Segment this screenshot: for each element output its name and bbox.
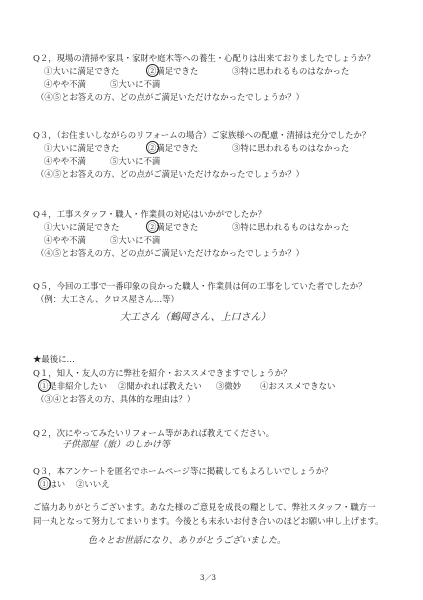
- handwritten-message: 色々とお世話になり、ありがとうございました。: [88, 536, 287, 546]
- q2-option-4[interactable]: ④やや不満: [44, 79, 86, 89]
- q3-option-2[interactable]: ②満足できた: [148, 143, 199, 153]
- page-number: 3／3: [200, 574, 216, 582]
- final-heading: ★最後に…: [33, 354, 75, 364]
- final-q1-title: Q１，知人・友人の方に弊社を紹介・おススメできますでしょうか？: [33, 368, 292, 378]
- q3-option-1[interactable]: ①大いに満足できた: [44, 143, 120, 153]
- q4-option-5[interactable]: ⑤大いに不満: [110, 235, 161, 245]
- q2-options-row1: [44, 67, 423, 77]
- q2-option-5[interactable]: ⑤大いに不満: [110, 79, 161, 89]
- q2-selected-circle: [146, 64, 159, 77]
- q4-title: Q４，工事スタッフ・職人・作業員の対応はいかがでしたか？: [33, 209, 266, 219]
- q3-followup: （④⑤とお答えの方、どの点がご満足いただけなかったでしょうか？）: [36, 169, 304, 179]
- thanks-line-2: 同一丸となって努力してまいります。今後とも末永いお付き合いのほどお願い申し上げます。: [33, 516, 384, 526]
- q3-selected-circle: [146, 141, 159, 154]
- q4-option-2[interactable]: ②満足できた: [148, 222, 199, 232]
- q3-title: Q３，（お住まいしながらのリフォームの場合）ご家族様への配慮・清掃は充分でしたか？: [33, 130, 371, 140]
- final-q1-option-3[interactable]: ③微妙: [216, 381, 242, 391]
- q4-selected-circle: [146, 220, 159, 233]
- q2-options-row2: [44, 80, 423, 90]
- final-q1-option-2[interactable]: ②聞かれれば教えたい: [118, 381, 202, 391]
- q4-options-row2: [44, 236, 423, 246]
- final-q1-option-1[interactable]: ①是非紹介したい: [40, 381, 107, 391]
- final-q3-option-2[interactable]: ②いいえ: [76, 479, 110, 489]
- final-q3-option-1[interactable]: ①はい: [40, 479, 66, 489]
- q3-option-3[interactable]: ③特に思われるものはなかった: [232, 143, 350, 153]
- final-q1-selected-circle: [38, 379, 51, 392]
- q3-options-row2: [44, 157, 423, 167]
- q4-option-1[interactable]: ①大いに満足できた: [44, 222, 120, 232]
- q4-option-3[interactable]: ③特に思われるものはなかった: [232, 222, 350, 232]
- q5-example: （例：大工さん、クロス屋さん…等）: [36, 294, 179, 304]
- q3-option-5[interactable]: ⑤大いに不満: [110, 156, 161, 166]
- q3-option-4[interactable]: ④やや不満: [44, 156, 86, 166]
- final-q2-handwritten-answer: 子供部屋（旅）のしかけ等: [62, 440, 171, 450]
- final-q2-title: Q２，次にやってみたいリフォーム等があれば教えてください。: [33, 428, 274, 438]
- final-q1-followup: （③④とお答えの方、具体的な理由は？）: [36, 394, 196, 404]
- q5-handwritten-answer: 大工さん（鶴岡さん、上口さん）: [120, 312, 271, 323]
- final-q1-option-4[interactable]: ④おススメできない: [260, 381, 336, 391]
- q2-followup: （④⑤とお答えの方、どの点がご満足いただけなかったでしょうか？）: [36, 92, 304, 102]
- q4-option-4[interactable]: ④やや不満: [44, 235, 86, 245]
- final-q1-options: [40, 382, 420, 392]
- q2-option-1[interactable]: ①大いに満足できた: [44, 66, 120, 76]
- final-q3-selected-circle: [38, 477, 51, 490]
- q5-title: Q５，今回の工事で一番印象の良かった職人・作業員は何の工事をしていた者でしたか？: [33, 281, 367, 291]
- final-q3-options: [40, 480, 240, 490]
- q3-options-row1: [44, 144, 423, 154]
- q4-followup: （④⑤とお答えの方、どの点がご満足いただけなかったでしょうか？）: [36, 248, 304, 258]
- final-q3-title: Q３，本アンケートを匿名でホームページ等に掲載してもよろしいでしょうか？: [33, 466, 333, 476]
- q4-options-row1: [44, 223, 423, 233]
- q2-option-3[interactable]: ③特に思われるものはなかった: [232, 66, 350, 76]
- q2-option-2[interactable]: ②満足できた: [148, 66, 199, 76]
- thanks-line-1: ご協力ありがとうございます。あなた様のご意見を成長の糧として、弊社スタッフ・職方一: [33, 502, 376, 512]
- q2-title: Q２，現場の清掃や家具・家財や庭木等への養生・心配りは出来ておりましたでしょうか？: [33, 53, 375, 63]
